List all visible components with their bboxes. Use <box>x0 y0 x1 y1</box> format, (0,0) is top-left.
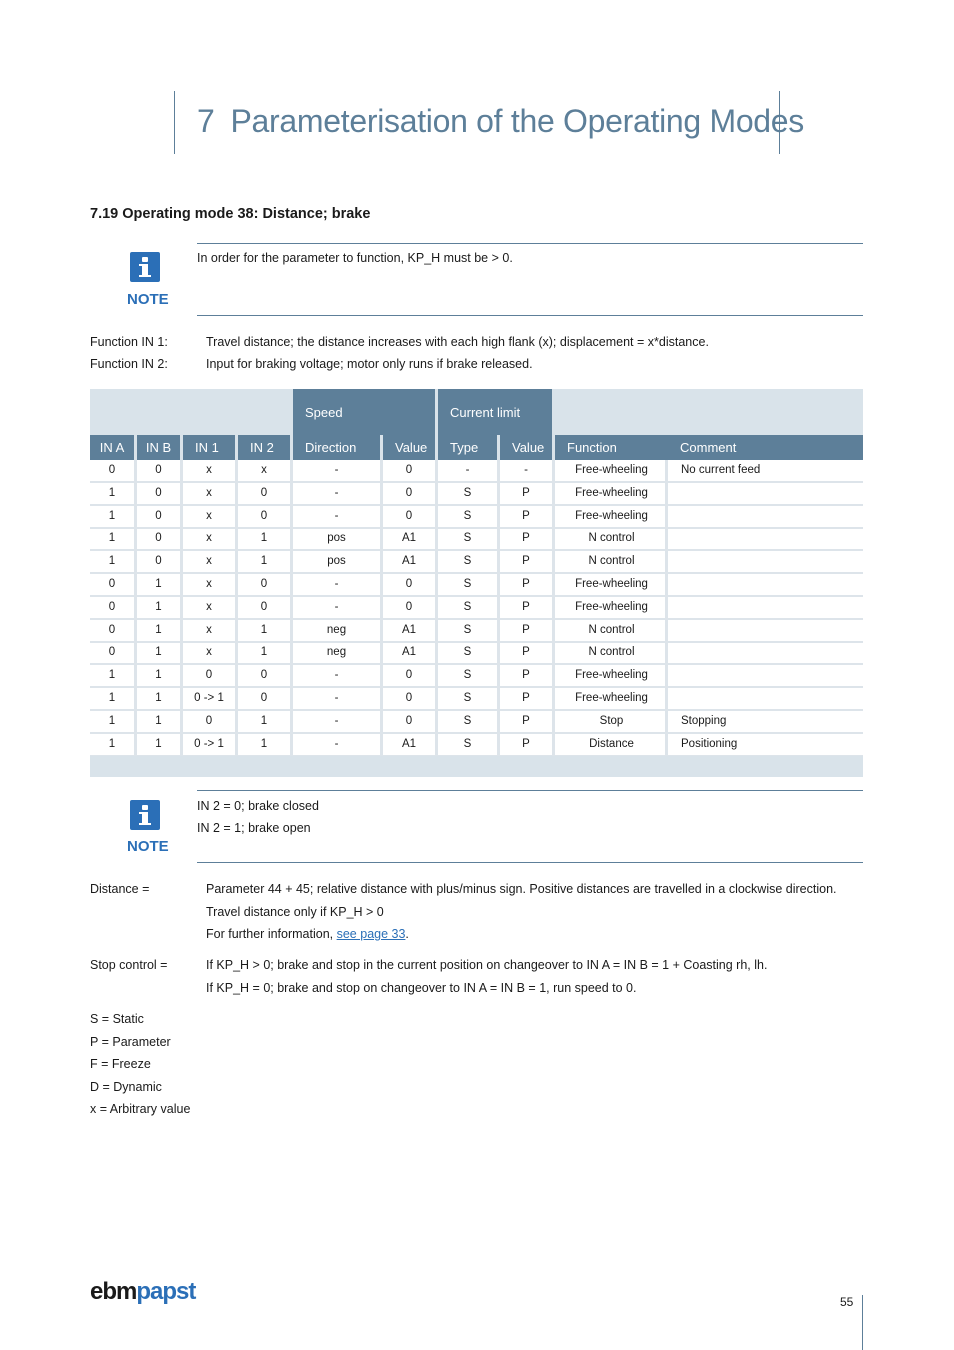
cell-comment <box>668 620 863 641</box>
cell-in-a: 0 <box>108 623 116 636</box>
group-header-current-limit: Current limit <box>438 389 552 435</box>
cell-in-a: 1 <box>108 486 116 499</box>
cell-speed-value: 0 <box>405 600 413 613</box>
table-row <box>90 506 863 529</box>
footer-rule <box>862 1295 863 1350</box>
table-row <box>90 620 863 643</box>
cell-in-1: 0 -> 1 <box>194 692 224 704</box>
header-left-rule <box>174 91 175 154</box>
cell-in-2: x <box>261 464 267 476</box>
col-header-type: Type <box>438 435 497 460</box>
cell-direction: - <box>334 737 339 750</box>
cell-function: N control <box>588 555 635 568</box>
cell-speed-value: A1 <box>401 555 417 568</box>
stop-control-line-2: If KP_H = 0; brake and stop on changeover to IN A = IN B = 1, run speed to 0. <box>206 981 637 995</box>
cell-direction: - <box>334 578 339 590</box>
cell-in-a: 0 <box>108 600 116 613</box>
cell-comment <box>668 642 863 663</box>
stop-control-line-1: If KP_H > 0; brake and stop in the current position on changeover to IN A = IN B = 1 + Coasting rh, lh. <box>206 958 768 972</box>
cell-function: Free-wheeling <box>575 464 648 476</box>
cell-type: S <box>463 692 472 704</box>
cell-in-1: x <box>206 532 212 545</box>
cell-in-2: 0 <box>260 600 268 613</box>
table-row <box>90 574 863 597</box>
cell-in-1: x <box>206 509 212 522</box>
cell-function: Free-wheeling <box>575 669 648 682</box>
cell-in-a: 1 <box>108 692 116 704</box>
col-header-comment: Comment <box>668 435 863 460</box>
cell-direction: - <box>334 464 339 476</box>
function-in2-text: Input for braking voltage; motor only runs if brake released. <box>206 357 533 371</box>
cell-limit-value: - <box>524 464 528 476</box>
cell-comment: Positioning <box>681 737 738 750</box>
cell-in-b: 1 <box>155 669 162 682</box>
col-header-direction: Direction <box>293 435 380 460</box>
table-row <box>90 711 863 734</box>
table-row <box>90 460 863 483</box>
cell-type: S <box>463 669 472 682</box>
cell-limit-value: P <box>522 555 530 568</box>
cell-in-1: x <box>206 578 212 590</box>
cell-in-2: 0 <box>260 578 268 590</box>
cell-in-1: x <box>206 555 212 568</box>
cell-direction: neg <box>326 623 347 636</box>
page-number: 55 <box>840 1295 854 1309</box>
function-in1-label: Function IN 1: <box>90 335 168 349</box>
cell-direction: - <box>334 714 339 727</box>
cell-in-a: 1 <box>108 714 116 727</box>
cell-type: - <box>465 464 470 476</box>
cell-speed-value: 0 <box>405 692 413 704</box>
cell-in-2: 0 <box>260 692 268 704</box>
table-row <box>90 688 863 711</box>
cell-direction: - <box>334 600 339 613</box>
cell-limit-value: P <box>522 578 530 590</box>
cell-in-b: 0 <box>155 464 162 476</box>
legend-arbitrary: x = Arbitrary value <box>90 1102 191 1116</box>
cell-in-2: 1 <box>260 532 268 545</box>
cell-in-1: x <box>206 486 212 499</box>
cell-in-2: 1 <box>260 737 268 750</box>
cell-in-2: 1 <box>260 623 268 636</box>
cell-in-1: x <box>206 646 212 659</box>
legend-dynamic: D = Dynamic <box>90 1080 162 1094</box>
cell-type: S <box>463 509 472 522</box>
cell-function: Stop <box>599 714 624 727</box>
cell-function: Free-wheeling <box>575 578 648 590</box>
note1-text: In order for the parameter to function, KP_H must be > 0. <box>197 251 513 265</box>
table-row <box>90 734 863 757</box>
cell-in-b: 0 <box>155 509 162 522</box>
col-header-in-2: IN 2 <box>238 435 290 460</box>
table-row <box>90 665 863 688</box>
table-footer-band <box>90 756 863 777</box>
col-header-speed-value: Value <box>383 435 435 460</box>
cell-in-b: 1 <box>155 714 162 727</box>
cell-in-b: 1 <box>155 737 162 750</box>
cell-function: N control <box>588 646 635 659</box>
distance-line-2: Travel distance only if KP_H > 0 <box>206 905 384 919</box>
cell-direction: pos <box>327 555 346 568</box>
cell-limit-value: P <box>522 737 530 750</box>
cell-function: Distance <box>589 737 634 750</box>
cell-function: N control <box>588 623 635 636</box>
cell-speed-value: 0 <box>405 578 413 590</box>
cell-limit-value: P <box>522 623 530 636</box>
stop-control-label: Stop control = <box>90 958 168 972</box>
cell-in-1: x <box>206 623 212 636</box>
cell-speed-value: 0 <box>405 714 413 727</box>
info-icon <box>130 800 160 830</box>
note2-line-2: IN 2 = 1; brake open <box>197 821 311 835</box>
cell-speed-value: A1 <box>401 532 417 545</box>
table-row <box>90 551 863 574</box>
cell-function: Free-wheeling <box>575 692 648 704</box>
note2-top-rule <box>197 790 863 791</box>
cell-speed-value: 0 <box>405 509 413 522</box>
cell-function: Free-wheeling <box>575 509 648 522</box>
cell-limit-value: P <box>522 669 530 682</box>
cell-direction: pos <box>327 532 346 545</box>
legend-freeze: F = Freeze <box>90 1057 151 1071</box>
distance-label: Distance = <box>90 882 150 896</box>
cell-limit-value: P <box>522 509 530 522</box>
cell-in-2: 0 <box>260 669 268 682</box>
cell-comment <box>668 506 863 527</box>
cell-in-b: 1 <box>155 692 162 704</box>
cell-comment <box>668 574 863 595</box>
cell-function: N control <box>588 532 635 545</box>
cell-type: S <box>463 555 472 568</box>
cell-in-a: 1 <box>108 555 116 568</box>
cell-in-b: 1 <box>155 600 162 613</box>
cell-in-2: 0 <box>260 509 268 522</box>
cell-in-b: 0 <box>155 486 162 499</box>
note2-line-1: IN 2 = 0; brake closed <box>197 799 319 813</box>
info-icon <box>130 252 160 282</box>
chapter-title <box>197 103 804 140</box>
distance-line-3: For further information, see page 33. <box>206 927 409 941</box>
table-row <box>90 597 863 620</box>
cell-in-1: x <box>206 600 212 613</box>
cell-in-b: 1 <box>155 646 162 659</box>
note1-top-rule <box>197 243 863 244</box>
cell-type: S <box>463 714 472 727</box>
legend-static: S = Static <box>90 1012 144 1026</box>
col-header-function: Function <box>555 435 668 460</box>
cell-direction: - <box>334 669 339 682</box>
table-row <box>90 642 863 665</box>
note1-label: NOTE <box>127 291 169 308</box>
function-in1-text: Travel distance; the distance increases with each high flank (x); displacement = x*distance. <box>206 335 709 349</box>
cell-limit-value: P <box>522 600 530 613</box>
cell-in-b: 0 <box>155 532 162 545</box>
cell-in-1: x <box>206 464 212 476</box>
see-page-33-link[interactable]: see page 33 <box>336 927 406 941</box>
ebmpapst-logo: ebmpapst <box>90 1278 196 1305</box>
cell-type: S <box>463 646 472 659</box>
cell-in-1: 0 <box>205 669 213 682</box>
cell-in-a: 1 <box>108 509 116 522</box>
cell-speed-value: A1 <box>401 646 417 659</box>
cell-direction: neg <box>326 646 347 659</box>
col-header-in-b: IN B <box>137 435 180 460</box>
cell-comment: Stopping <box>681 714 727 727</box>
distance-line-1: Parameter 44 + 45; relative distance with plus/minus sign. Positive distances are travelled in a clockwise direction. <box>206 882 837 896</box>
cell-direction: - <box>334 486 339 499</box>
cell-type: S <box>463 486 472 499</box>
cell-in-a: 1 <box>108 737 116 750</box>
section-heading: 7.19 Operating mode 38: Distance; brake <box>90 206 371 222</box>
cell-in-1: 0 -> 1 <box>194 737 224 750</box>
cell-in-a: 0 <box>108 646 116 659</box>
chapter-title-text: Parameterisation of the Operating Modes <box>230 103 805 139</box>
cell-type: S <box>463 600 472 613</box>
cell-in-b: 0 <box>155 555 162 568</box>
cell-limit-value: P <box>522 486 530 499</box>
cell-limit-value: P <box>522 646 530 659</box>
cell-limit-value: P <box>522 532 530 545</box>
cell-type: S <box>463 578 472 590</box>
cell-in-2: 1 <box>260 646 268 659</box>
note1-bottom-rule <box>197 315 863 316</box>
cell-type: S <box>463 623 472 636</box>
cell-comment <box>668 597 863 618</box>
cell-speed-value: 0 <box>405 486 413 499</box>
cell-in-2: 1 <box>260 555 268 568</box>
cell-comment <box>668 688 863 709</box>
cell-comment <box>668 528 863 549</box>
cell-speed-value: A1 <box>401 623 417 636</box>
cell-in-a: 0 <box>108 464 116 476</box>
cell-in-2: 1 <box>260 714 268 727</box>
group-header-speed: Speed <box>293 389 435 435</box>
cell-speed-value: 0 <box>405 669 413 682</box>
cell-speed-value: 0 <box>405 464 413 476</box>
cell-type: S <box>463 532 472 545</box>
note2-label: NOTE <box>127 838 169 855</box>
cell-comment <box>668 665 863 686</box>
col-header-limit-value: Value <box>500 435 552 460</box>
cell-in-b: 1 <box>155 578 162 590</box>
table-row <box>90 483 863 506</box>
legend-parameter: P = Parameter <box>90 1035 171 1049</box>
cell-in-a: 0 <box>108 578 116 590</box>
cell-function: Free-wheeling <box>575 600 648 613</box>
table-row <box>90 528 863 551</box>
cell-direction: - <box>334 692 339 704</box>
col-header-in-1: IN 1 <box>183 435 235 460</box>
cell-in-1: 0 <box>205 714 213 727</box>
cell-comment <box>668 483 863 504</box>
col-header-in-a: IN A <box>90 435 134 460</box>
cell-in-2: 0 <box>260 486 268 499</box>
cell-function: Free-wheeling <box>575 486 648 499</box>
cell-speed-value: A1 <box>401 737 417 750</box>
cell-comment: No current feed <box>681 464 761 476</box>
function-in2-label: Function IN 2: <box>90 357 168 371</box>
cell-type: S <box>463 737 472 750</box>
cell-in-a: 1 <box>108 532 116 545</box>
note2-bottom-rule <box>197 862 863 863</box>
cell-in-b: 1 <box>155 623 162 636</box>
cell-direction: - <box>334 509 339 522</box>
cell-comment <box>668 551 863 572</box>
cell-limit-value: P <box>522 714 530 727</box>
chapter-number: 7 <box>197 103 215 139</box>
cell-in-a: 1 <box>108 669 116 682</box>
cell-limit-value: P <box>522 692 530 704</box>
